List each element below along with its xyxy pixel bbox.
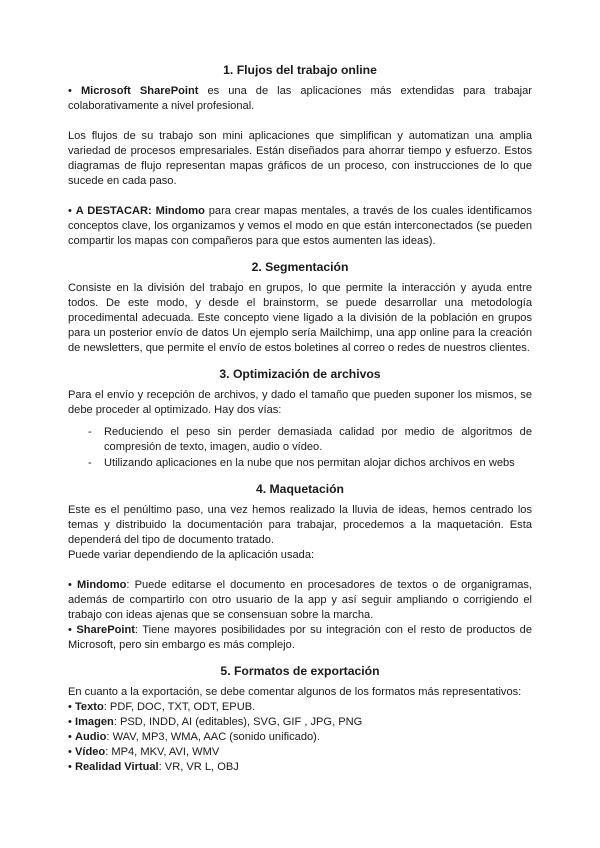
paragraph <box>68 623 532 653</box>
list-item: - Utilizando aplicaciones en la nube que nos permitan alojar dichos archivos en webs <box>88 457 515 469</box>
paragraph <box>68 578 532 623</box>
list-item: - Reduciendo el peso sin perder demasiada calidad por medio de algoritmos de compresión de texto, imagen, audio o vídeo. <box>88 426 532 453</box>
paragraph: Puede variar dependiendo de la aplicación usada: <box>68 549 315 561</box>
format-list <box>68 700 532 775</box>
paragraph: En cuanto a la exportación, se debe comentar algunos de los formatos más representativos: <box>68 686 522 698</box>
format-item: • Realidad Virtual: VR, VR L, OBJ <box>68 761 239 773</box>
section-title-flujos: 1. Flujos del trabajo online <box>223 63 377 77</box>
paragraph-text: : Puede editarse el documento en procesadores de textos o de organigramas, además de compartirlo con otro usuario de la app y así seguir ampliando o corrigiendo el trabajo con ideas ajenas que se consensuan sobre la marcha. <box>68 579 532 621</box>
format-item: • Imagen: PSD, INDD, AI (editables), SVG, GIF , JPG, PNG <box>68 716 363 728</box>
paragraph-text: es una de las aplicaciones más extendidas para trabajar colaborativamente a nivel profesional. <box>68 85 532 112</box>
bullet: • <box>68 624 72 636</box>
bullet: • <box>68 85 72 97</box>
format-item: • Vídeo: MP4, MKV, AVI, WMV <box>68 746 220 758</box>
paragraph: Consiste en la división del trabajo en grupos, lo que permite la interacción y ayuda entre todos. De este modo, y desde el brainstorm, se puede desarrollar una metodología procedimental adecuada. Este concepto viene ligado a la división de la población en grupos para un posterior envío de datos Un ejemplo sería Mailchimp, una app online para la creación de newsletters, que permite el envío de estos boletines al correo o redes de nuestros clientes. <box>68 282 532 354</box>
term-sharepoint: SharePoint <box>76 624 135 636</box>
paragraph <box>68 204 532 249</box>
paragraph: Para el envío y recepción de archivos, y dado el tamaño que pueden suponer los mismos, se debe proceder al optimizado. Hay dos vías: <box>68 389 532 416</box>
format-item: • Texto: PDF, DOC, TXT, ODT, EPUB. <box>68 701 256 713</box>
bullet: • <box>68 205 72 217</box>
section-title-optimizacion: 3. Optimización de archivos <box>219 367 381 381</box>
paragraph-text: para crear mapas mentales, a través de los cuales identificamos conceptos clave, los organizamos y vemos el modo en que están interconectados (se pueden compartir los mapas con compañeros para que estos aumenten las ideas). <box>68 205 532 247</box>
document-body <box>68 62 532 775</box>
term-mindomo: Mindomo <box>155 205 205 217</box>
section-title-maquetacion: 4. Maquetación <box>255 482 345 496</box>
section-title-formatos: 5. Formatos de exportación <box>220 664 380 678</box>
term-mindomo: Mindomo <box>77 579 127 591</box>
bullet: • <box>68 579 72 591</box>
section-title-segmentacion: 2. Segmentación <box>251 260 349 274</box>
format-item: • Audio: WAV, MP3, WMA, AAC (sonido unificado). <box>68 731 320 743</box>
dash-list <box>68 425 532 471</box>
paragraph: Los flujos de su trabajo son mini aplicaciones que simplifican y automatizan una amplia variedad de procesos empresariales. Están diseñados para ahorrar tiempo y esfuerzo. Estos diagramas de flujo representan mapas gráficos de un proceso, con instrucciones de lo que sucede en cada paso. <box>68 130 532 187</box>
paragraph-text: : Tiene mayores posibilidades por su integración con el resto de productos de Microsoft, pero sin embargo es más complejo. <box>68 624 532 651</box>
highlight-label: A DESTACAR: <box>75 205 152 217</box>
paragraph: Este es el penúltimo paso, una vez hemos realizado la lluvia de ideas, hemos centrado los temas y distribuido la documentación para trabajar, procedemos a la maquetación. Esta dependerá del tipo de documento tratado. <box>68 504 532 546</box>
paragraph <box>68 84 532 114</box>
term-sharepoint: Microsoft SharePoint <box>80 85 199 97</box>
